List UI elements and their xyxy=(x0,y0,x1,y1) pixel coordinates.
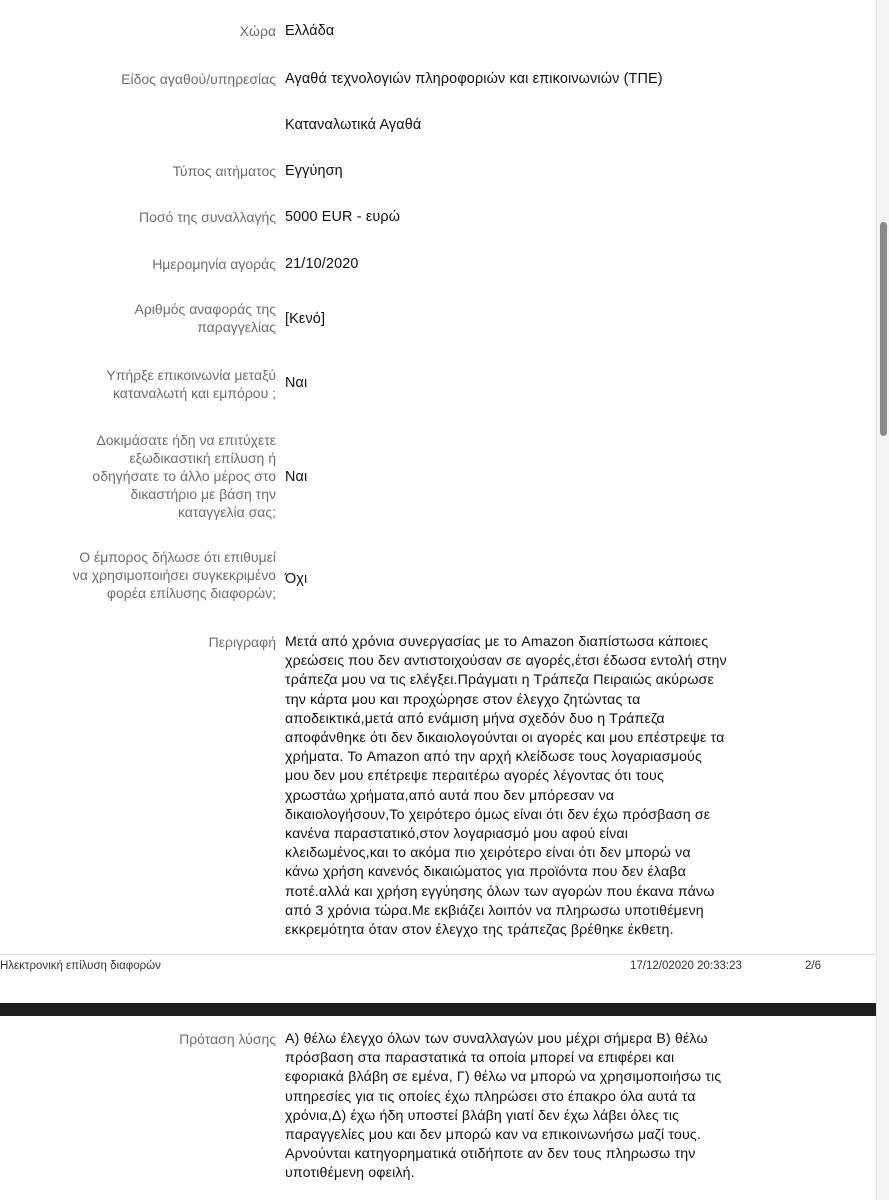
description-line: μου δεν μου επέτρεψε περαιτέρω αγορές λέγοντας ότι τους xyxy=(285,768,664,785)
proposal-line: υπηρεσίες για τις οποίες έχω πληρώσει στο έπακρο όλα αυτά τα xyxy=(285,1088,696,1105)
footer-datetime: 17/12/02020 20:33:23 xyxy=(630,960,742,972)
footer-divider xyxy=(0,954,876,955)
field-value: [Κενό] xyxy=(285,311,326,327)
field-label: Χώρα xyxy=(239,23,276,39)
description-line: Μετά από χρόνια συνεργασίας με το Amazon διαπίστωσα κάποιες xyxy=(285,634,709,650)
field-value: Ναι xyxy=(285,375,308,391)
proposal-text xyxy=(285,1030,830,1184)
proposal-line: υποτιθέμενη οφειλή. xyxy=(285,1165,415,1182)
field-label-line: Ο έμπορος δήλωσε ότι επιθυμεί xyxy=(79,549,276,565)
description-line: από 3 χρόνια τώρα.Με εκβιάζει λοιπόν να πληρωσω υποτιθέμενη xyxy=(285,902,704,919)
field-label-line: Δοκιμάσατε ήδη να επιτύχετε xyxy=(96,432,276,448)
field-value: Καταναλωτικά Αγαθά xyxy=(285,117,422,133)
page-footer xyxy=(0,960,876,980)
field-value: 5000 EUR - ευρώ xyxy=(285,209,401,225)
description-line: ποτέ.αλλά και χρήση εγγύησης όλων των αγορών που έκανα πάνω xyxy=(285,883,715,900)
scrollbar-thumb[interactable] xyxy=(880,222,887,436)
description-line: την κάρτα μου και προχώρησε στον έλεγχο ζητώντας τα xyxy=(285,691,641,708)
field-value: Εγγύηση xyxy=(285,163,343,179)
field-label-line: καταναλωτή και εμπόρου ; xyxy=(112,385,276,401)
description-line: κάνω χρήση κανενός δικαιώματος για προϊόντα που δεν έλαβα xyxy=(285,864,686,881)
description-line: εκκρεμότητα όταν στον έλεγχο της τράπεζας βρέθηκε έκθετη. xyxy=(285,922,674,939)
description-line: κλειδωμένος,και το ακόμα πιο χειρότερο είναι ότι δεν μπορώ να xyxy=(285,845,691,862)
description-line: χρήματα. Το Amazon από την αρχή κλείδωσε τους λογαριασμούς xyxy=(285,749,702,766)
proposal-line: χρόνια,Δ) έχω ήδη υποστεί βλάβη γιατί δεν έχω λάβει όλες τις xyxy=(285,1107,680,1124)
footer-title: Ηλεκτρονική επίλυση διαφορών xyxy=(0,960,161,972)
field-label-line: Υπήρξε επικοινωνία μεταξύ xyxy=(106,367,276,383)
field-label: Τύπος αιτήματος xyxy=(172,163,276,179)
description-line: χρωστάω χρήματα,από αυτά που δεν μπόρεσαν να xyxy=(285,787,615,804)
field-label-line: φορέα επίλυσης διαφορών; xyxy=(106,585,276,601)
field-label: Ημερομηνία αγοράς xyxy=(152,256,276,272)
description-line: χρεώσεις που δεν αντιστοιχούσαν σε αγορές,έτσι έδωσα εντολή στην xyxy=(285,653,727,670)
field-label-line: Αριθμός αναφοράς της xyxy=(134,301,276,317)
field-label-line: δικαστήριο με βάση την xyxy=(130,486,276,502)
document-page xyxy=(0,1016,876,1200)
field-label-line: εξωδικαστική επίλυση ή xyxy=(129,450,276,466)
description-text xyxy=(285,633,830,940)
description-line: αποφάνθηκε ότι δεν δικαιολογούνται οι αγορές και μου επέστρεψε τα xyxy=(285,730,725,747)
proposal-line: παραγγελίες μου και δεν μπορώ καν να επικοινωνήσω μαζί τους. xyxy=(285,1127,702,1144)
description-line: δικαιολογήσουν,Το χειρότερο όμως είναι ότι δεν έχω πρόσβαση σε xyxy=(285,806,711,823)
field-label-line: οδηγήσατε το άλλο μέρος στο xyxy=(92,468,276,484)
field-value: Αγαθά τεχνολογιών πληροφοριών και επικοινωνιών (ΤΠΕ) xyxy=(285,71,663,87)
footer-page-number: 2/6 xyxy=(805,960,821,972)
field-label: Ποσό της συναλλαγής xyxy=(139,209,276,225)
description-line: αποδεικτικά,μετά από ενάμιση μήνα σχεδόν δυο η Τράπεζα xyxy=(285,710,665,727)
field-value: Ναι xyxy=(285,469,308,485)
field-label-line: καταγγελία σας; xyxy=(177,504,276,520)
proposal-line: εφοριακά βλάβη σε εμένα, Γ) θέλω να μπορώ να χρησιμοποιήσω τις xyxy=(285,1069,722,1086)
field-label: Πρόταση λύσης xyxy=(179,1031,276,1047)
field-label-line: παραγγελίας xyxy=(197,319,276,335)
field-value: Όχι xyxy=(285,571,308,587)
page-break xyxy=(0,1003,876,1016)
proposal-line: Αρνούνται κατηγορηματικά οτιδήποτε αν δεν τους πληρωσω την xyxy=(285,1146,696,1163)
field-label: Είδος αγαθού/υπηρεσίας xyxy=(121,71,276,87)
proposal-line: Α) θέλω έλεγχο όλων των συναλλαγών μου μέχρι σήμερα Β) θέλω xyxy=(285,1031,708,1047)
vertical-scrollbar[interactable] xyxy=(876,0,889,1200)
field-label: Περιγραφή xyxy=(208,634,276,650)
field-value: 21/10/2020 xyxy=(285,256,359,272)
proposal-line: πρόσβαση στα παραστατικά τα οποία μπορεί να επιφέρει και xyxy=(285,1050,675,1067)
description-line: κανένα παραστατικό,στον λογαριασμό μου αφού είναι xyxy=(285,826,629,843)
field-label-line: να χρησιμοποιήσει συγκεκριμένο xyxy=(72,567,276,583)
field-value: Ελλάδα xyxy=(285,23,335,39)
description-line: τράπεζα μου να τις ελέγξει.Πράγματι η Τράπεζα Πειραιώς ακύρωσε xyxy=(285,672,714,689)
